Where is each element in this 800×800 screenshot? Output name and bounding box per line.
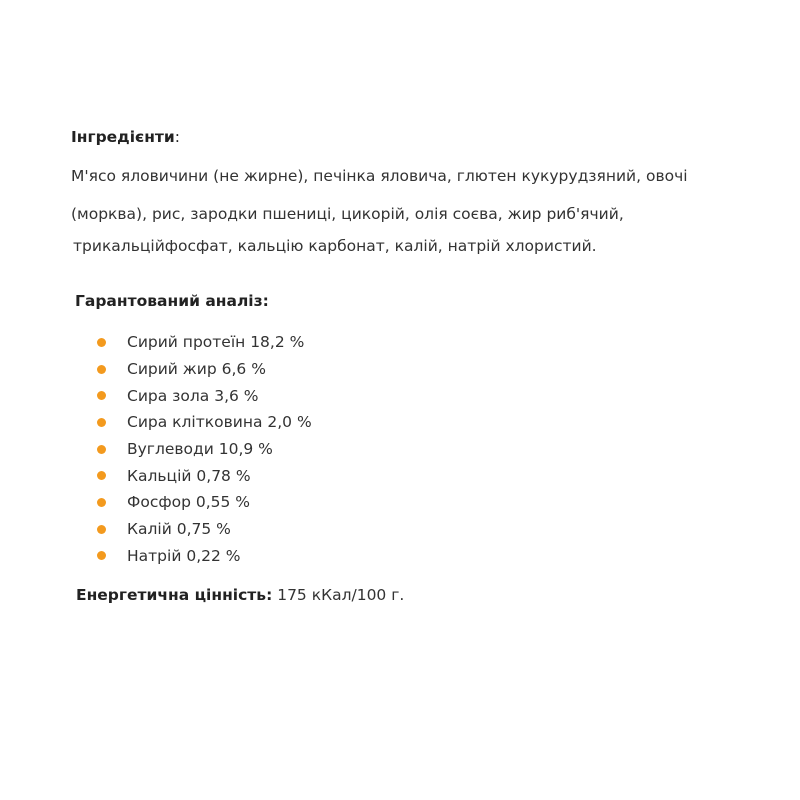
list-item [97, 409, 312, 436]
analysis-item-text: Фосфор 0,55 % [127, 493, 251, 512]
analysis-item-text: Натрій 0,22 % [127, 546, 241, 565]
analysis-item-text: Калій 0,75 % [127, 520, 231, 539]
bullet-dot-icon [97, 498, 106, 507]
bullet-dot-icon [97, 418, 106, 427]
analysis-item-text: Кальцій 0,78 % [127, 466, 251, 485]
analysis-item-text: Сира зола 3,6 % [127, 386, 259, 405]
list-item [97, 382, 312, 409]
energy-value-line [76, 585, 404, 605]
list-item [97, 462, 312, 489]
ingredients-heading-label: Інгредієнти [71, 128, 175, 146]
list-item [97, 329, 312, 356]
analysis-heading: Гарантований аналіз: [75, 292, 269, 310]
ingredients-heading-colon: : [174, 128, 180, 146]
analysis-list [97, 329, 312, 569]
bullet-dot-icon [97, 338, 106, 347]
bullet-dot-icon [97, 445, 106, 454]
bullet-dot-icon [97, 471, 106, 480]
analysis-item-text: Вуглеводи 10,9 % [127, 440, 273, 459]
energy-label: Енергетична цінність: [76, 586, 273, 604]
bullet-dot-icon [97, 551, 106, 560]
analysis-item-text: Сира клітковина 2,0 % [127, 413, 312, 432]
ingredients-heading [71, 127, 180, 147]
bullet-dot-icon [97, 391, 106, 400]
ingredients-line: М'ясо яловичини (не жирне), печінка яловича, глютен кукурудзяний, овочі [71, 167, 688, 185]
list-item [97, 489, 312, 516]
bullet-dot-icon [97, 365, 106, 374]
ingredients-line: (морква), рис, зародки пшениці, цикорій, олія соєва, жир риб'ячий, [71, 205, 624, 223]
bullet-dot-icon [97, 525, 106, 534]
ingredients-line: трикальційфосфат, кальцію карбонат, калій, натрій хлористий. [73, 237, 597, 255]
list-item [97, 516, 312, 543]
analysis-item-text: Сирий жир 6,6 % [127, 360, 266, 379]
list-item [97, 356, 312, 383]
analysis-item-text: Сирий протеїн 18,2 % [127, 333, 305, 352]
energy-value: 175 кКал/100 г. [272, 586, 405, 604]
list-item [97, 436, 312, 463]
list-item [97, 543, 312, 570]
